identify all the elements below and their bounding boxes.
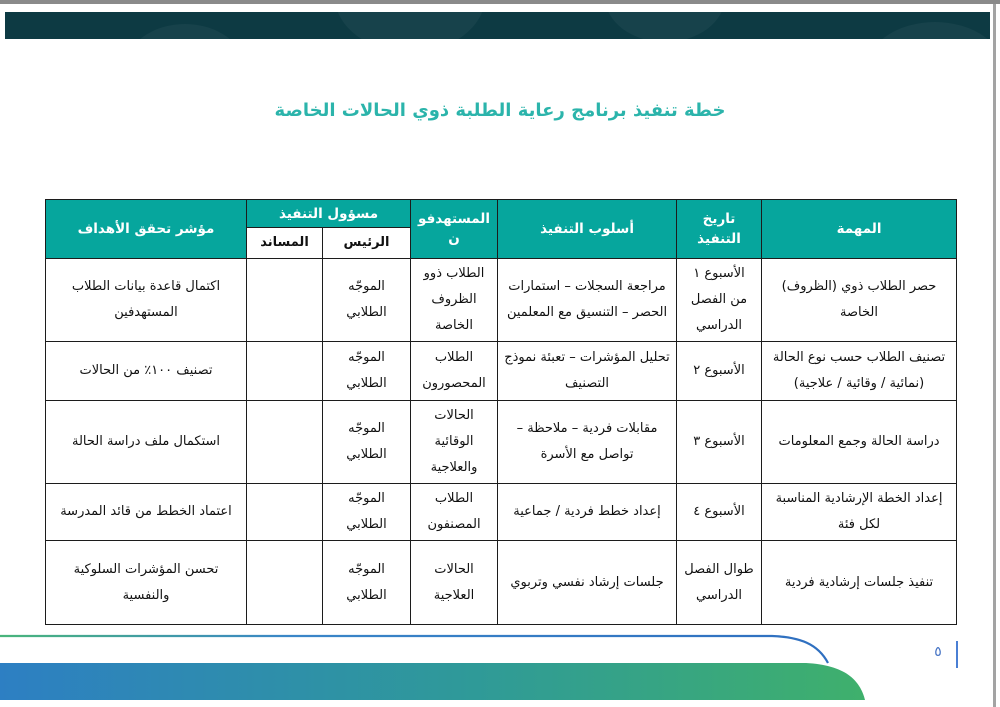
- cell-chief: الموجّه الطلابي: [323, 401, 411, 484]
- cell-targets: الطلاب ذوو الظروف الخاصة: [411, 259, 498, 342]
- cell-date: الأسبوع ٢: [677, 342, 762, 401]
- cell-method: مقابلات فردية – ملاحظة – تواصل مع الأسرة: [498, 401, 677, 484]
- cell-method: جلسات إرشاد نفسي وتربوي: [498, 541, 677, 625]
- col-header-date: تاريخ التنفيذ: [677, 200, 762, 259]
- cell-task: تصنيف الطلاب حسب نوع الحالة (نمائية / وقائية / علاجية): [762, 342, 957, 401]
- cell-method: إعداد خطط فردية / جماعية: [498, 484, 677, 541]
- cell-support: [247, 342, 323, 401]
- cell-support: [247, 484, 323, 541]
- cell-chief: الموجّه الطلابي: [323, 342, 411, 401]
- cell-date: الأسبوع ٣: [677, 401, 762, 484]
- page-number-divider: [956, 641, 958, 668]
- cell-date: الأسبوع ١ من الفصل الدراسي: [677, 259, 762, 342]
- cell-date: الأسبوع ٤: [677, 484, 762, 541]
- col-header-method: أسلوب التنفيذ: [498, 200, 677, 259]
- header-bar: [5, 12, 990, 39]
- footer-thin-curve: [0, 636, 828, 663]
- footer-wave-decoration: [0, 634, 1000, 704]
- col-header-task: المهمة: [762, 200, 957, 259]
- cell-support: [247, 401, 323, 484]
- cell-indicator: اكتمال قاعدة بيانات الطلاب المستهدفين: [46, 259, 247, 342]
- cell-task: دراسة الحالة وجمع المعلومات: [762, 401, 957, 484]
- cell-chief: الموجّه الطلابي: [323, 484, 411, 541]
- decorative-circle: [335, 12, 485, 39]
- cell-support: [247, 541, 323, 625]
- cell-date: طوال الفصل الدراسي: [677, 541, 762, 625]
- table-row: [46, 342, 957, 401]
- cell-targets: الطلاب المحصورون: [411, 342, 498, 401]
- cell-indicator: اعتماد الخطط من قائد المدرسة: [46, 484, 247, 541]
- cell-task: حصر الطلاب ذوي (الظروف) الخاصة: [762, 259, 957, 342]
- cell-targets: الحالات الوقائية والعلاجية: [411, 401, 498, 484]
- cell-chief: الموجّه الطلابي: [323, 541, 411, 625]
- page-title: خطة تنفيذ برنامج رعاية الطلبة ذوي الحالات الخاصة: [274, 100, 726, 121]
- table-row: [46, 259, 957, 342]
- page-number: ٥: [934, 644, 942, 660]
- cell-indicator: تصنيف ١٠٠٪ من الحالات: [46, 342, 247, 401]
- footer-band: [0, 663, 865, 700]
- col-header-responsible: مسؤول التنفيذ: [247, 200, 411, 228]
- col-header-indicator: مؤشر تحقق الأهداف: [46, 200, 247, 259]
- col-header-targets: المستهدفون: [411, 200, 498, 259]
- decorative-circle: [865, 22, 990, 39]
- cell-targets: الحالات العلاجية: [411, 541, 498, 625]
- cell-method: تحليل المؤشرات – تعبئة نموذج التصنيف: [498, 342, 677, 401]
- implementation-plan-table: [45, 199, 957, 625]
- cell-task: تنفيذ جلسات إرشادية فردية: [762, 541, 957, 625]
- cell-targets: الطلاب المصنفون: [411, 484, 498, 541]
- cell-indicator: استكمال ملف دراسة الحالة: [46, 401, 247, 484]
- table-row: [46, 484, 957, 541]
- table-row: [46, 541, 957, 625]
- decorative-circle: [605, 12, 725, 39]
- table-row: [46, 401, 957, 484]
- cell-support: [247, 259, 323, 342]
- decorative-circle: [125, 24, 245, 39]
- cell-task: إعداد الخطة الإرشادية المناسبة لكل فئة: [762, 484, 957, 541]
- col-header-support: المساند: [247, 228, 323, 259]
- top-gray-strip: [0, 0, 1000, 4]
- col-header-chief: الرئيس: [323, 228, 411, 259]
- cell-method: مراجعة السجلات – استمارات الحصر – التنسيق مع المعلمين: [498, 259, 677, 342]
- cell-indicator: تحسن المؤشرات السلوكية والنفسية: [46, 541, 247, 625]
- cell-chief: الموجّه الطلابي: [323, 259, 411, 342]
